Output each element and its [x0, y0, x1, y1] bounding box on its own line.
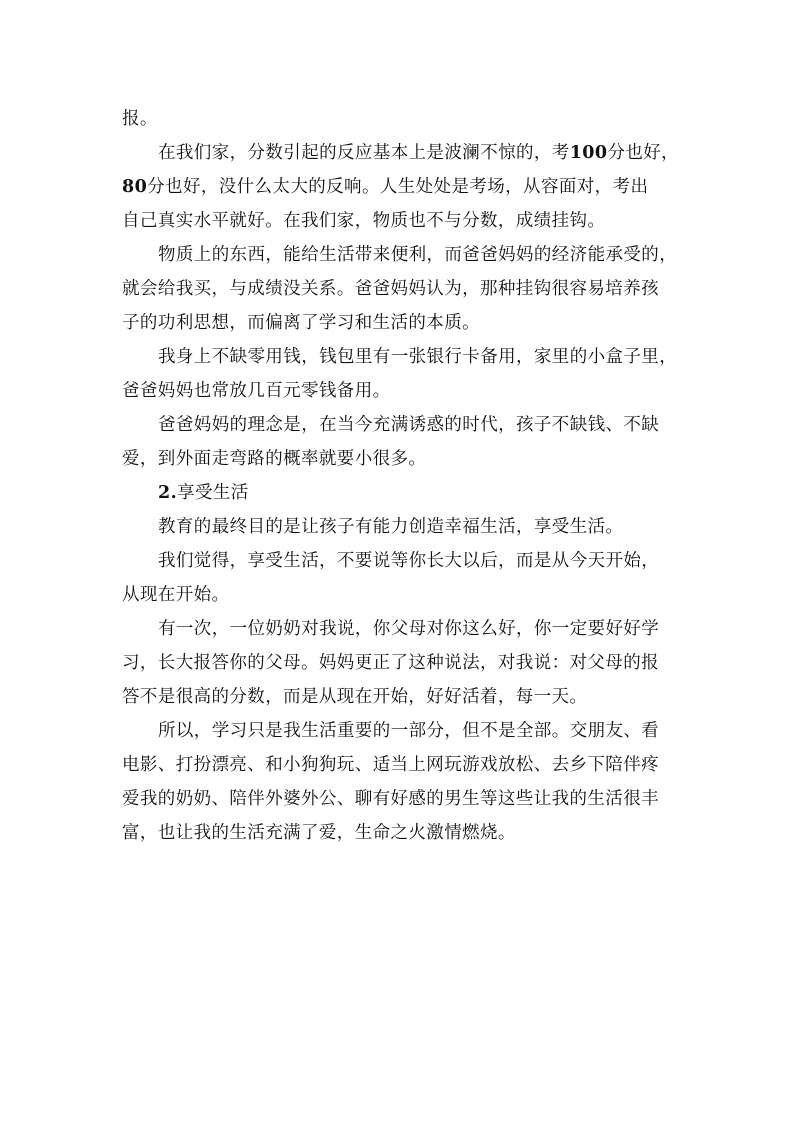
text-line-21: 爱我的奶奶、陪伴外婆外公、聊有好感的男生等这些让我的生活很丰 [122, 789, 659, 809]
text-line-17: 习，长大报答你的父母。妈妈更正了这种说法，对我说：对父母的报 [122, 653, 659, 673]
text-line-22: 富，也让我的生活充满了爱，生命之火激情燃烧。 [122, 823, 516, 843]
text-line-8: 我身上不缺零用钱，钱包里有一张银行卡备用，家里的小盒子里， [158, 347, 678, 367]
text-line-18: 答不是很高的分数，而是从现在开始，好好活着，每一天。 [122, 687, 588, 707]
text-line-6: 就会给我买，与成绩没关系。爸爸妈妈认为，那种挂钩很容易培养孩 [122, 279, 659, 299]
text-line-19: 所以，学习只是我生活重要的一部分，但不是全部。交朋友、看 [158, 721, 660, 741]
text-line-13: 教育的最终目的是让孩子有能力创造幸福生活，享受生活。 [158, 517, 624, 537]
text-line-14: 我们觉得，享受生活，不要说等你长大以后，而是从今天开始， [158, 551, 660, 571]
text-line-16: 有一次，一位奶奶对我说，你父母对你这么好，你一定要好好学 [158, 619, 660, 639]
text-line-15: 从现在开始。 [122, 585, 230, 605]
text-line-10: 爸爸妈妈的理念是，在当今充满诱惑的时代，孩子不缺钱、不缺 [158, 415, 660, 435]
text-line-9: 爸爸妈妈也常放几百元零钱备用。 [122, 381, 391, 401]
text-line-3: 80分也好，没什么太大的反响。人生处处是考场，从容面对，考出 [122, 177, 649, 197]
text-line-5: 物质上的东西，能给生活带来便利，而爸爸妈妈的经济能承受的， [158, 245, 678, 265]
document-body [122, 102, 690, 850]
text-line-2: 在我们家，分数引起的反应基本上是波澜不惊的，考100分也好， [158, 143, 680, 163]
text-line-4: 自己真实水平就好。在我们家，物质也不与分数，成绩挂钩。 [122, 211, 606, 231]
text-line-1: 报。 [122, 109, 158, 129]
section-heading: 2.享受生活 [158, 483, 249, 503]
text-line-7: 子的功利思想，而偏离了学习和生活的本质。 [122, 313, 480, 333]
text-line-20: 电影、打扮漂亮、和小狗狗玩、适当上网玩游戏放松、去乡下陪伴疼 [122, 755, 659, 775]
text-line-11: 爱，到外面走弯路的概率就要小很多。 [122, 449, 427, 469]
